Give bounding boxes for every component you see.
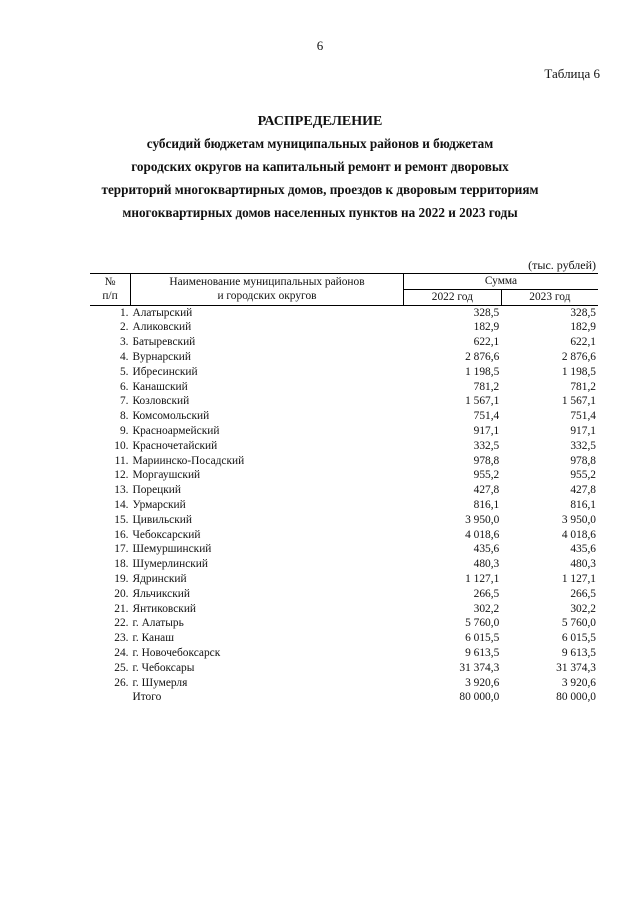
row-value-2022: 816,1 [473, 498, 500, 511]
table-row [90, 616, 598, 631]
table-row [90, 320, 598, 335]
table-row [90, 468, 598, 483]
table-row [90, 305, 598, 320]
row-value-2022: 955,2 [473, 469, 500, 482]
row-name: Цивильский [132, 513, 192, 526]
table-row [90, 498, 598, 513]
title-line: городских округов на капитальный ремонт и ремонт дворовых [131, 159, 509, 174]
row-name: г. Алатырь [132, 617, 184, 630]
table-body [90, 305, 598, 705]
row-number: 2. [119, 321, 129, 334]
row-value-2022: 31 374,3 [459, 661, 500, 674]
table-row [90, 631, 598, 646]
row-value-2022: 3 920,6 [465, 676, 500, 689]
row-value-2022: 302,2 [473, 602, 500, 615]
row-number: 12. [114, 469, 129, 482]
row-value-2022: 1 567,1 [465, 395, 500, 408]
title-line: многоквартирных домов населенных пунктов на 2022 и 2023 годы [122, 205, 518, 220]
row-value-2022: 6 015,5 [465, 632, 500, 645]
title-main: РАСПРЕДЕЛЕНИЕ [257, 114, 383, 129]
table-row [90, 365, 598, 380]
row-value-2023: 332,5 [570, 439, 596, 452]
row-value-2023: 480,3 [570, 558, 596, 571]
row-name: Янтиковский [132, 602, 197, 615]
row-number: 21. [114, 602, 129, 615]
table-row [90, 380, 598, 395]
row-name: Вурнарский [132, 350, 191, 363]
header-year-2023: 2023 год [501, 289, 598, 305]
subsidy-table [90, 273, 598, 705]
row-name: Урмарский [132, 498, 186, 511]
row-value-2023: 781,2 [570, 380, 596, 393]
row-value-2022: 781,2 [473, 380, 500, 393]
row-value-2023: 622,1 [570, 336, 596, 349]
table-row [90, 587, 598, 602]
row-value-2022: 751,4 [473, 410, 500, 423]
table-row [90, 557, 598, 572]
row-value-2022: 427,8 [473, 484, 500, 497]
row-value-2023: 3 950,0 [561, 513, 596, 526]
row-value-2023: 917,1 [570, 424, 596, 437]
row-name: Шемуршинский [132, 543, 212, 556]
table-row [90, 513, 598, 528]
row-number: 6. [119, 380, 129, 393]
title-line: территорий многоквартирных домов, проездов к дворовым территориям [101, 182, 539, 197]
header-name-text: Наименование муниципальных районов и городских округов [169, 275, 365, 303]
row-name: Шумерлинский [132, 558, 209, 571]
row-name: Итого [132, 691, 162, 704]
row-name: г. Канаш [132, 632, 175, 645]
row-value-2022: 9 613,5 [465, 646, 500, 659]
row-value-2023: 182,9 [570, 321, 596, 334]
row-value-2022: 328,5 [473, 306, 500, 319]
row-number: 18. [114, 558, 129, 571]
row-number: 11. [114, 454, 129, 467]
table-label: Таблица 6 [544, 66, 600, 81]
row-value-2023: 4 018,6 [561, 528, 596, 541]
row-number: 24. [114, 646, 129, 659]
row-value-2022: 917,1 [473, 424, 500, 437]
row-value-2023: 1 567,1 [561, 395, 596, 408]
header-year-2022: 2022 год [404, 289, 502, 305]
row-number: 5. [119, 365, 129, 378]
header-number-text: № п/п [102, 275, 118, 303]
row-value-2023: 1 198,5 [561, 365, 596, 378]
title-line: субсидий бюджетам муниципальных районов и бюджетам [146, 136, 494, 151]
document-title [40, 112, 600, 224]
row-value-2023: 955,2 [570, 469, 596, 482]
row-value-2023: 3 920,6 [561, 676, 596, 689]
row-value-2022: 622,1 [473, 336, 500, 349]
row-name: г. Шумерля [132, 676, 188, 689]
row-value-2023: 328,5 [570, 306, 596, 319]
table-row [90, 424, 598, 439]
row-name: Яльчикский [132, 587, 190, 600]
row-value-2022: 332,5 [473, 439, 500, 452]
row-name: Ядринский [132, 572, 187, 585]
table-row [90, 483, 598, 498]
row-number: 7. [119, 395, 129, 408]
row-name: Красноармейский [132, 424, 220, 437]
header-name [131, 274, 404, 306]
row-value-2023: 5 760,0 [561, 617, 596, 630]
row-value-2022: 4 018,6 [465, 528, 500, 541]
table-row [90, 409, 598, 424]
units-label: (тыс. рублей) [528, 258, 596, 272]
row-value-2022: 1 198,5 [465, 365, 500, 378]
table-row [90, 335, 598, 350]
row-number: 25. [114, 661, 129, 674]
table-row [90, 602, 598, 617]
row-name: Алатырский [132, 306, 193, 319]
row-number: 3. [119, 336, 129, 349]
row-name: Ибресинский [132, 365, 198, 378]
table-row [90, 542, 598, 557]
row-number: 10. [114, 439, 129, 452]
table-row [90, 661, 598, 676]
row-number: 9. [119, 424, 129, 437]
row-number: 16. [114, 528, 129, 541]
row-value-2023: 427,8 [570, 484, 596, 497]
table-row [90, 676, 598, 691]
row-number: 26. [114, 676, 129, 689]
row-name: Батыревский [132, 336, 196, 349]
row-number: 17. [114, 543, 129, 556]
row-number: 1. [119, 306, 129, 319]
row-value-2023: 302,2 [570, 602, 596, 615]
row-value-2022: 435,6 [473, 543, 500, 556]
row-value-2023: 6 015,5 [561, 632, 596, 645]
header-sum: Сумма [404, 274, 599, 290]
row-value-2022: 3 950,0 [465, 513, 500, 526]
row-name: Канашский [132, 380, 188, 393]
row-value-2022: 266,5 [473, 587, 500, 600]
row-value-2023: 978,8 [570, 454, 596, 467]
table-row [90, 528, 598, 543]
row-number: 13. [114, 484, 129, 497]
row-value-2023: 751,4 [570, 410, 596, 423]
row-value-2022: 2 876,6 [465, 350, 500, 363]
header-number [90, 274, 131, 306]
table-row [90, 690, 598, 705]
row-number: 4. [119, 350, 129, 363]
row-name: г. Чебоксары [132, 661, 195, 674]
row-name: г. Новочебоксарск [132, 646, 221, 659]
row-number: 8. [119, 410, 129, 423]
row-value-2023: 1 127,1 [561, 572, 596, 585]
page-number: 6 [316, 38, 324, 53]
row-name: Козловский [132, 395, 190, 408]
table-row [90, 439, 598, 454]
table-row [90, 350, 598, 365]
row-value-2022: 978,8 [473, 454, 500, 467]
row-value-2023: 80 000,0 [556, 691, 596, 704]
row-value-2023: 2 876,6 [561, 350, 596, 363]
row-name: Порецкий [132, 484, 181, 497]
row-value-2023: 9 613,5 [561, 646, 596, 659]
row-value-2023: 435,6 [570, 543, 596, 556]
row-number: 22. [114, 617, 129, 630]
row-name: Мариинско-Посадский [132, 454, 245, 467]
table-row [90, 572, 598, 587]
row-value-2022: 182,9 [473, 321, 500, 334]
row-number: 14. [114, 498, 129, 511]
row-value-2023: 266,5 [570, 587, 596, 600]
row-number: 20. [114, 587, 129, 600]
row-name: Комсомольский [132, 410, 210, 423]
row-value-2023: 816,1 [570, 498, 596, 511]
row-value-2022: 80 000,0 [459, 691, 500, 704]
table-row [90, 394, 598, 409]
table-row [90, 646, 598, 661]
row-name: Моргаушский [132, 469, 201, 482]
row-value-2022: 480,3 [473, 558, 500, 571]
row-number [90, 690, 131, 705]
row-number: 23. [114, 632, 129, 645]
row-name: Аликовский [132, 321, 192, 334]
row-number: 15. [114, 513, 129, 526]
row-number: 19. [114, 572, 129, 585]
row-name: Красночетайский [132, 439, 218, 452]
row-value-2022: 1 127,1 [465, 572, 500, 585]
table-row [90, 454, 598, 469]
row-name: Чебоксарский [132, 528, 201, 541]
row-value-2023: 31 374,3 [556, 661, 596, 674]
row-value-2022: 5 760,0 [465, 617, 500, 630]
